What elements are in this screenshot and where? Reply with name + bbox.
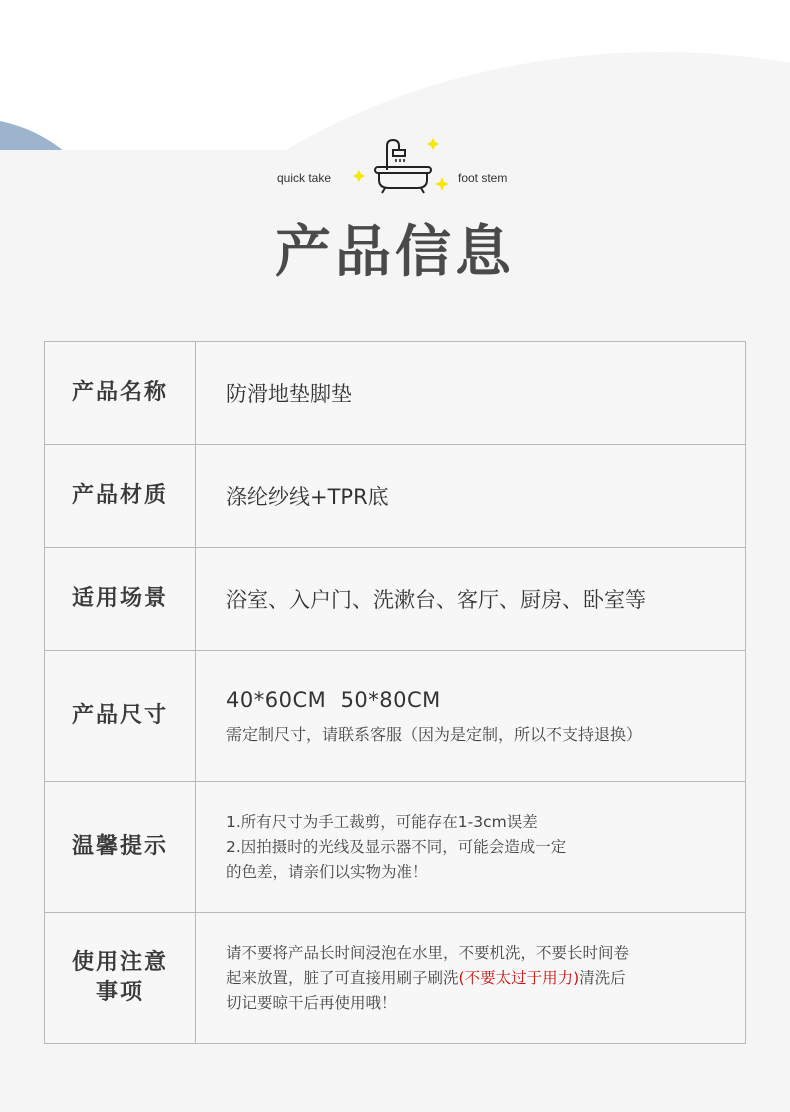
row-label-care [45,913,196,1044]
product-name-value: 防滑地垫脚垫 [226,382,352,406]
care-label-line-1: 使用注意 [71,950,168,975]
row-label-tips: 温馨提示 [45,782,196,913]
table-row-care [45,913,746,1044]
row-label-scenes: 适用场景 [45,548,196,651]
row-label-name: 产品名称 [45,342,196,445]
tips-line-2: 2.因拍摄时的光线及显示器不同，可能会造成一定 [226,837,567,856]
table-row-name [45,342,746,445]
row-label-size: 产品尺寸 [45,651,196,782]
care-line-1: 请不要将产品长时间浸泡在水里，不要机洗，不要长时间卷 [226,943,630,962]
care-label-line-2: 事项 [95,980,144,1005]
page-title: 产品信息 [275,220,515,285]
care-line-2-end: 清洗后 [579,968,626,987]
row-value-size [196,651,746,782]
size-value: 40*60CM 50*80CM [226,687,441,712]
row-label-material: 产品材质 [45,445,196,548]
care-line-3: 切记要晾干后再使用哦！ [226,993,397,1012]
care-warning-text: (不要太过于用力) [458,968,580,987]
table-row-scenes [45,548,746,651]
tagline-right: foot stem [458,171,508,185]
table-row-size [45,651,746,782]
table-row-tips [45,782,746,913]
tips-line-3: 的色差，请亲们以实物为准！ [226,862,428,881]
material-value: 涤纶纱线+TPR底 [226,485,389,509]
table-row-material [45,445,746,548]
care-line-2 [226,966,745,991]
row-value-care [196,913,746,1044]
care-line-2-start: 起来放置，脏了可直接用刷子刷洗 [226,968,459,987]
scenes-value: 浴室、入户门、洗漱台、客厅、厨房、卧室等 [226,588,646,612]
row-value-tips [196,782,746,913]
bathtub-shower-icon [347,136,457,196]
row-value-name [196,342,746,445]
sparkle-icon [427,138,439,150]
row-value-scenes [196,548,746,651]
sparkle-icon [435,177,449,191]
tips-line-1: 1.所有尺寸为手工裁剪，可能存在1-3cm误差 [226,812,538,831]
sparkle-icon [353,170,365,182]
tagline-left: quick take [277,171,332,185]
size-note: 需定制尺寸，请联系客服（因为是定制，所以不支持退换） [226,724,643,744]
product-info-table [44,341,746,1044]
row-value-material [196,445,746,548]
page-header [0,0,790,300]
